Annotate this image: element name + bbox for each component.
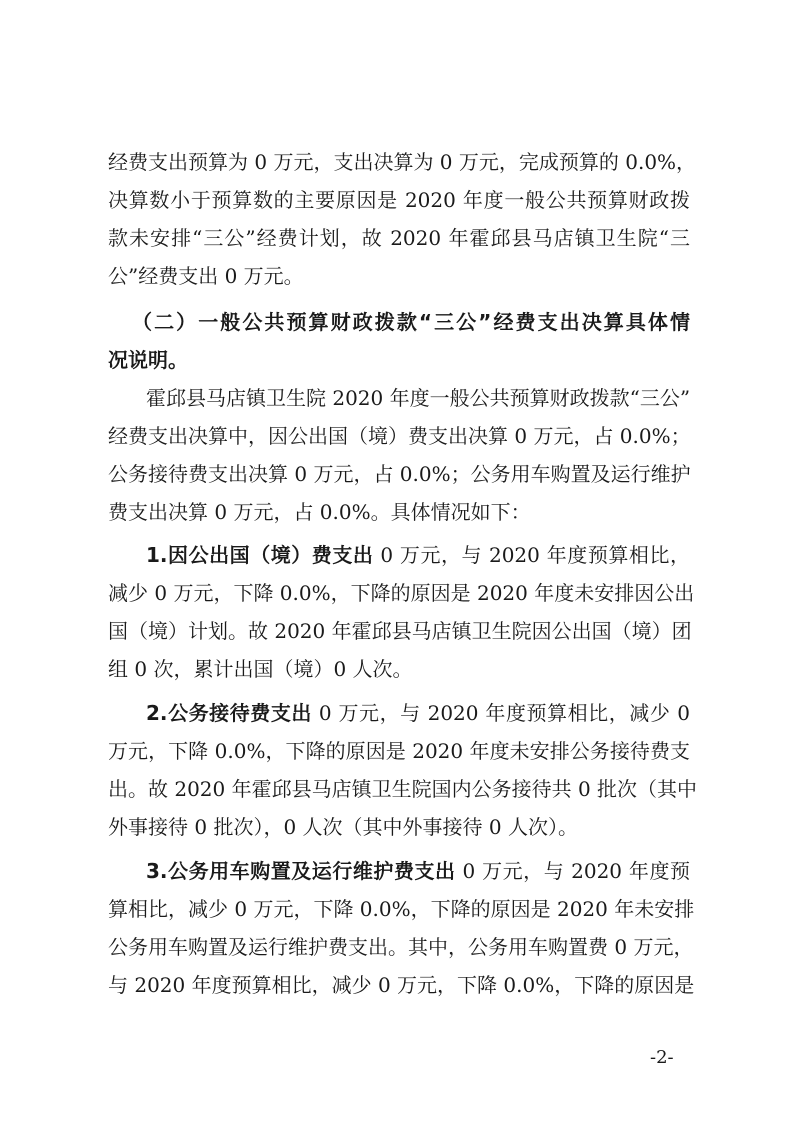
item-text: 0 万元，与 2020 年度预算相比，减少 0 — [311, 701, 691, 725]
item-title: 2.公务接待费支出 — [146, 701, 312, 725]
text-line: 决算数小于预算数的主要原因是 2020 年度一般公共预算财政拨 — [108, 188, 690, 212]
text-line: 组 0 次，累计出国（境）0 人次。 — [108, 657, 413, 681]
text-line: 款未安排“三公”经费计划，故 2020 年霍邱县马店镇卫生院“三 — [108, 226, 690, 250]
text-line: 经费支出决算中，因公出国（境）费支出决算 0 万元，占 0.0%； — [108, 424, 691, 448]
item-text: 0 万元，与 2020 年度预算相比， — [373, 543, 690, 567]
item-text: 0 万元，与 2020 年度预 — [455, 859, 690, 883]
item-title: 3.公务用车购置及运行维护费支出 — [146, 859, 456, 883]
item-line — [146, 701, 690, 725]
text-line: 减少 0 万元，下降 0.0%，下降的原因是 2020 年度未安排因公出 — [108, 581, 695, 605]
item-title: 1.因公出国（境）费支出 — [146, 543, 374, 567]
text-line: 外事接待 0 批次），0 人次（其中外事接待 0 人次）。 — [108, 815, 578, 839]
text-line: 霍邱县马店镇卫生院 2020 年度一般公共预算财政拨款“三公” — [146, 386, 691, 410]
text-line: 公”经费支出 0 万元。 — [108, 264, 304, 288]
text-line: 出。故 2020 年霍邱县马店镇卫生院国内公务接待共 0 批次（其中 — [108, 777, 698, 801]
text-line: 公务接待费支出决算 0 万元，占 0.0%；公务用车购置及运行维护 — [108, 462, 691, 486]
section-heading: 况说明。 — [108, 348, 188, 372]
text-line: 算相比，减少 0 万元，下降 0.0%，下降的原因是 2020 年未安排 — [108, 897, 695, 921]
text-line: 公务用车购置及运行维护费支出。其中，公务用车购置费 0 万元， — [108, 935, 694, 959]
text-line: 与 2020 年度预算相比，减少 0 万元，下降 0.0%，下降的原因是 — [108, 973, 695, 997]
text-line: 费支出决算 0 万元，占 0.0%。具体情况如下： — [108, 500, 531, 524]
page-number: -2- — [650, 1047, 674, 1068]
text-line: 经费支出预算为 0 万元，支出决算为 0 万元，完成预算的 0.0%， — [108, 150, 697, 174]
text-line: 国（境）计划。故 2020 年霍邱县马店镇卫生院因公出国（境）团 — [108, 619, 692, 643]
text-line: 万元，下降 0.0%，下降的原因是 2020 年度未安排公务接待费支 — [108, 739, 690, 763]
item-line — [146, 859, 690, 883]
section-heading: （二）一般公共预算财政拨款“三公”经费支出决算具体情 — [132, 310, 690, 334]
item-line — [146, 543, 690, 567]
